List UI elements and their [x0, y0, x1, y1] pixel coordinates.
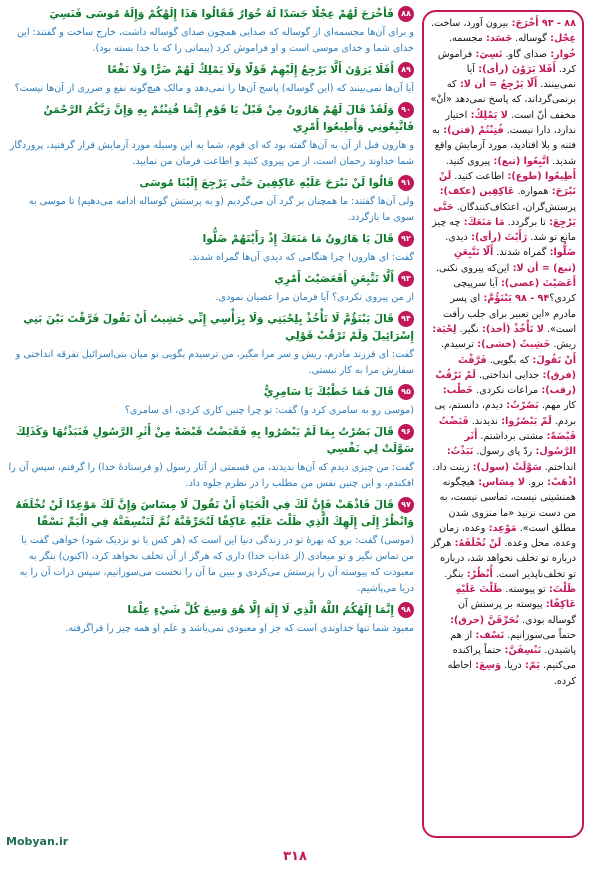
glossary-definition: ترسیدم.: [441, 339, 474, 351]
glossary-definition: احاطه کرده.: [447, 660, 576, 687]
verse-number-badge: ۹۵: [398, 384, 414, 400]
verse-translation: ولی آن‌ها گفتند: ما همچنان بر گرد آن می‌گردیم (و به پرستش گوساله ادامه می‌دهیم) تا موسی به سوی ما بازگردد.: [28, 196, 414, 223]
verses-column: [6, 6, 414, 841]
glossary-text: [430, 16, 576, 689]
glossary-definition: گمراه شدند.: [493, 247, 547, 259]
glossary-definition: پیروی کنید.: [445, 155, 491, 167]
glossary-term: وَسِعَ:: [471, 660, 502, 672]
glossary-definition: آیا سرپیچی کردی؟: [453, 278, 576, 305]
glossary-term: خُوار:: [547, 48, 576, 60]
glossary-definition: آیا نمی‌بینند.: [466, 63, 576, 91]
verse-arabic-text: قَالُوا لَنْ نَبْرَحَ عَلَيْهِ عَاكِفِينَ حَتَّى يَرْجِعَ إِلَيْنَا مُوسَى: [139, 177, 394, 189]
verse-arabic: [6, 62, 414, 79]
glossary-definition: چه چیز مانع تو شد.: [432, 216, 576, 244]
verse-arabic: [6, 6, 414, 23]
glossary-term: نُحَرِّقَنَّ (حرق):: [450, 614, 519, 626]
verse-translation: (موسی رو به سامری کرد و) گفت: تو چرا چنین کاری کردی، ای سامری؟: [124, 405, 414, 416]
glossary-term: جَسَد:: [482, 33, 513, 45]
verse-arabic-text: وَلَقَدْ قَالَ لَهُمْ هَارُونُ مِنْ قَبْلُ يَا قَوْمِ إِنَّمَا فُتِنْتُمْ بِهِ وَإِنَّ رَبَّكُمُ الرَّحْمَنُ فَاتَّبِعُونِي وَأَطِيعُوا أَمْرِي: [43, 104, 414, 133]
verse-arabic: [6, 271, 414, 288]
glossary-definition: فراموش کرد.: [437, 48, 576, 75]
verse-translation: و هارون قبل از آن به آن‌ها گفته بود که ای قوم، شما به این وسیله مورد آزمایش قرار گرفتید، پروردگار شما خداوند رحمان است، از من پیروی کنید و اطاعت فرمان من نمایید.: [9, 140, 414, 167]
glossary-definition: ندیدند.: [468, 415, 498, 427]
glossary-definition: بیرون آورد، ساخت.: [430, 18, 509, 29]
verse-translation: آیا آن‌ها نمی‌بینند که (این گوساله) پاسخ آن‌ها را نمی‌دهد و مالک هیچ‌گونه نفع و ضرری از آن‌ها نیست؟: [14, 83, 414, 94]
glossary-definition: زینت داد.: [432, 461, 470, 473]
glossary-definition: ردّ پای رسول.: [473, 446, 533, 458]
glossary-term: خَطْب:: [442, 385, 474, 397]
glossary-term: نَنْسِفَنَّ:: [501, 645, 542, 657]
glossary-term: أَطِيعُوا (طوع):: [504, 170, 576, 182]
glossary-term: مَا مَنَعَكَ:: [460, 216, 505, 228]
glossary-term: خَشِيتُ (خشی):: [473, 339, 551, 351]
verse-arabic: [6, 602, 414, 619]
glossary-term: حَتَّى يَرْجِعَ:: [433, 201, 576, 228]
glossary-definition: تو پیوسته.: [502, 583, 546, 595]
verse-number-badge: ۹۴: [398, 311, 414, 327]
verse-arabic: [6, 497, 414, 531]
glossary-term: ظَلْتَ عَلَيْهِ عَاكِفًا:: [455, 583, 576, 611]
glossary-term: أُنْظُرْ:: [463, 568, 493, 580]
verse-translation: از من پیروی نکردی؟ آیا فرمان مرا عصیان نمودی.: [215, 292, 414, 303]
glossary-definition: مجسمه.: [449, 33, 483, 45]
glossary-definition: اطاعت کنید.: [451, 170, 505, 182]
verse-translation: معبود شما تنها خداوندی است که جز او معبودی نمی‌باشد و علم او همه چیز را فراگرفته.: [65, 623, 414, 634]
glossary-definition: همواره.: [514, 186, 549, 198]
glossary-term: قَبَضْتُ قَبْضَةً:: [438, 415, 576, 443]
glossary-definition: حتماً پراکنده می‌کنیم.: [452, 645, 576, 672]
verse-arabic: [6, 424, 414, 458]
glossary-term: نَسِيَ:: [472, 48, 503, 60]
verse-arabic-text: قَالَ يَا هَارُونُ مَا مَنَعَكَ إِذْ رَأَيْتَهُمْ ضَلُّوا: [202, 233, 394, 245]
verse-translation: گفت: ای فرزند مادرم، ریش و سر مرا مگیر، من ترسیدم بگویی تو میان بنی‌اسرائیل تفرقه انداختی و سفارش مرا به کار نبستی.: [15, 349, 414, 376]
verse-translation: (موسی) گفت: برو که بهرهٔ تو در زندگی دنیا این است که (هر کس با تو نزدیک شود) خواهی گفت با من تماس نگیر و تو میعادی (از عذاب خدا) داری که هرگز از آن تخلف نخواهد کرد، (اکنون) بنگر به معبودت که پیوسته آن را پرستش می‌کردی و ببین ما آن را نخست می‌سوزانیم، سپس ذرات آن را به دریا می‌پاشیم.: [19, 535, 414, 594]
verse-arabic: [6, 311, 414, 345]
glossary-term: أَخْرَجَ:: [508, 18, 539, 29]
glossary-term: أَلّا تَتَّبِعَنِ (تبع) = أن لا:: [454, 247, 576, 274]
glossary-term: لا مِسَاس:: [474, 476, 526, 488]
verse-number-badge: ۸۹: [398, 62, 414, 78]
glossary-definition: پیوسته بر پرستش آن گوساله بودی.: [458, 599, 576, 626]
glossary-term: أَعَصَيْتَ (عصی):: [497, 278, 576, 290]
glossary-definition: صدای گاو.: [502, 48, 548, 60]
verse-translation: گفت: ای هارون! چرا هنگامی که دیدی آن‌ها گمراه شدند.: [189, 252, 414, 263]
verse-number-badge: ۹۰: [398, 102, 414, 118]
glossary-definition: ریش.: [550, 339, 576, 351]
glossary-definition: اختیار ندارد، دارا نیست.: [445, 109, 576, 137]
glossary-definition: تا برگردد.: [504, 216, 546, 228]
page-number: ۳۱۸: [283, 849, 307, 864]
glossary-term: مَوْعِد:: [485, 522, 517, 534]
glossary-term: أَفَلا يَرَوْنَ (رأی):: [474, 63, 556, 75]
glossary-term: رَأَيْتَ (رأی):: [467, 232, 528, 244]
glossary-definition: هرگز درباره تو تخلف نخواهد شد، درباره تو تخلف‌ناپذیر است.: [431, 538, 576, 580]
verse-arabic-text: قَالَ فَمَا خَطْبُكَ يَا سَامِرِيُّ: [263, 386, 394, 398]
glossary-term: اذْهَبْ:: [543, 476, 576, 488]
verse-arabic: [6, 175, 414, 192]
glossary-term: اتَّبِعُوا (تبع):: [490, 155, 550, 167]
glossary-term: نَبَذْتُ:: [446, 446, 474, 458]
page-content: [6, 6, 584, 841]
glossary-definition: هیچگونه همنشینی نیست، تماسی نیست، به من دست نزنید «ما منزوی شدن مطلق است».: [439, 476, 576, 534]
glossary-term: يَمّ:: [521, 660, 541, 672]
glossary-term: أَثَر الرَّسُول:: [464, 431, 576, 458]
glossary-term: أَلّا يَرْجِعُ = أن لا:: [456, 79, 538, 91]
verse-arabic-text: أَلَّا تَتَّبِعَنِ أَفَعَصَيْتَ أَمْرِي: [274, 273, 394, 285]
glossary-term: نَسْف:: [472, 629, 505, 641]
verse-number-badge: ۹۱: [398, 175, 414, 191]
glossary-definition: جدایی انداختی.: [475, 369, 540, 381]
glossary-term: لا تَأْخُذْ (أخذ):: [478, 323, 544, 335]
verse-translation: گفت: من چیزی دیدم که آن‌ها ندیدند، من قسمتی از آثار رسول (و فرستادهٔ خدا) را گرفتم، سپس آن را افکندم، و این چنین نفس من مطلب را در نظرم جلوه داد.: [8, 462, 414, 489]
glossary-term: عِجْل:: [546, 33, 576, 45]
verse-number-badge: ۹۷: [398, 497, 414, 513]
glossary-term: أَنْ تَقُولَ:: [529, 354, 576, 366]
glossary-definition: برو.: [525, 476, 544, 488]
glossary-term: ۸۸ - ۹۳: [538, 18, 576, 29]
glossary-term: فَرَّقْتَ (فرق):: [458, 354, 576, 381]
verse-translation: و برای آن‌ها مجسمه‌ای از گوساله که صدایی همچون صدای گوساله داشت، خارج ساخت و گفتند: این خدای شما و خدای موسی است و او فراموش کرد (پیمانی را که با خدا بسته بود).: [16, 27, 414, 54]
verse-arabic: [6, 102, 414, 136]
glossary-definition: نگیر.: [456, 323, 479, 335]
glossary-definition: دیدم، دانستم، پی بردم.: [434, 400, 576, 427]
glossary-term: يَبْنَؤُمَّ:: [480, 293, 512, 305]
glossary-term: سَوَّلَتْ (سول):: [469, 461, 542, 473]
glossary-term: عَاكِفِين (عکف):: [439, 186, 515, 198]
glossary-definition: مراعات نکردی.: [473, 385, 539, 397]
glossary-term: ضَلُّوا:: [546, 247, 576, 259]
glossary-term: لَمْ يَبْصُرُوا:: [497, 415, 552, 427]
glossary-definition: دیدی.: [445, 232, 468, 244]
glossary-definition: حتماً می‌سوزانیم.: [504, 629, 576, 641]
glossary-term: لَنْ تُخْلَفَهُ:: [451, 538, 502, 550]
glossary-definition: انداختم.: [541, 461, 576, 473]
glossary-definition: پرستش‌گران، اعتکاف‌کنندگان.: [453, 201, 576, 213]
verse-number-badge: ۹۸: [398, 602, 414, 618]
glossary-definition: این‌که پیروی نکنی.: [435, 262, 510, 274]
site-watermark[interactable]: Mobyan.ir: [6, 835, 69, 848]
verse-arabic: [6, 231, 414, 248]
glossary-term: لِحْيَة:: [432, 323, 457, 335]
glossary-definition: بنگر.: [444, 568, 464, 580]
verse-number-badge: ۹۳: [398, 271, 414, 287]
verse-number-badge: ۹۶: [398, 424, 414, 440]
glossary-definition: که بگویی.: [486, 354, 530, 366]
verse-arabic: [6, 384, 414, 401]
verse-number-badge: ۹۲: [398, 231, 414, 247]
glossary-definition: وعده، زمان وعده، محل وعده.: [439, 522, 576, 550]
glossary-term: بَصُرْتُ:: [502, 400, 539, 412]
glossary-term: ظَلْتَ:: [545, 583, 576, 595]
glossary-definition: که برنمی‌گرداند، که پاسخ نمی‌دهد «أنْ» مخفف أنّ است.: [430, 79, 576, 121]
glossary-term: ۹۴ - ۹۸: [511, 293, 550, 305]
glossary-definition: کار مهم.: [538, 400, 576, 412]
glossary-term: لَنْ نَبْرَحَ:: [438, 170, 576, 198]
glossary-term: لَمْ تَرْقُبْ (رقب):: [435, 369, 576, 397]
verse-arabic-text: أَفَلَا يَرَوْنَ أَلَّا يَرْجِعُ إِلَيْهِمْ قَوْلًا وَلَا يَمْلِكُ لَهُمْ ضَرًّا وَلَا نَفْعًا: [107, 64, 394, 76]
verse-arabic-text: قَالَ بَصُرْتُ بِمَا لَمْ يَبْصُرُوا بِهِ فَقَبَضْتُ قَبْضَةً مِنْ أَثَرِ الرَّسُولِ فَنَبَذْتُهَا وَكَذَلِكَ سَوَّلَتْ لِي نَفْسِي: [15, 426, 414, 455]
verse-arabic-text: قَالَ فَاذْهَبْ فَإِنَّ لَكَ فِي الْحَيَاةِ أَنْ تَقُولَ لَا مِسَاسَ وَإِنَّ لَكَ مَوْعِدًا لَنْ تُخْلَفَهُ وَانْظُرْ إِلَى إِلَهِكَ الَّذِي ظَلْتَ عَلَيْهِ عَاكِفًا لَنُحَرِّقَنَّهُ ثُمَّ لَنَنْسِفَنَّهُ فِي الْيَمِّ نَسْفًا: [15, 499, 414, 528]
glossary-definition: دریا.: [501, 660, 522, 672]
glossary-term: فُتِنْتُمْ (فتن):: [439, 125, 504, 137]
verse-arabic-text: إِنَّمَا إِلَهُكُمُ اللَّهُ الَّذِي لَا إِلَهَ إِلَّا هُوَ وَسِعَ كُلَّ شَيْءٍ عِلْمًا: [127, 604, 394, 616]
glossary-definition: گوساله.: [512, 33, 547, 45]
glossary-definition: مشتی برداشتم.: [477, 431, 544, 443]
glossary-box: [422, 10, 584, 838]
glossary-definition: از هم پاشیدن.: [450, 629, 576, 657]
verse-arabic-text: قَالَ يَبْنَؤُمَّ لَا تَأْخُذْ بِلِحْيَتِي وَلَا بِرَأْسِي إِنِّي خَشِيتُ أَنْ تَقُولَ فَرَّقْتَ بَيْنَ بَنِي إِسْرَائِيلَ وَلَمْ تَرْقُبْ قَوْلِي: [23, 313, 414, 342]
glossary-definition: ای پسر مادرم «این تعبیر برای جلب رأفت است».: [442, 293, 576, 335]
verse-arabic-text: فَأَخْرَجَ لَهُمْ عِجْلًا جَسَدًا لَهُ خُوَارٌ فَقَالُوا هَذَا إِلَهُكُمْ وَإِلَهُ مُوسَى فَنَسِيَ: [49, 8, 394, 20]
verse-number-badge: ۸۸: [398, 6, 414, 22]
glossary-definition: به فتنه و بلا افتادید، مورد آزمایش واقع شدید.: [432, 125, 576, 167]
glossary-term: لا يَمْلِكُ:: [467, 109, 508, 121]
